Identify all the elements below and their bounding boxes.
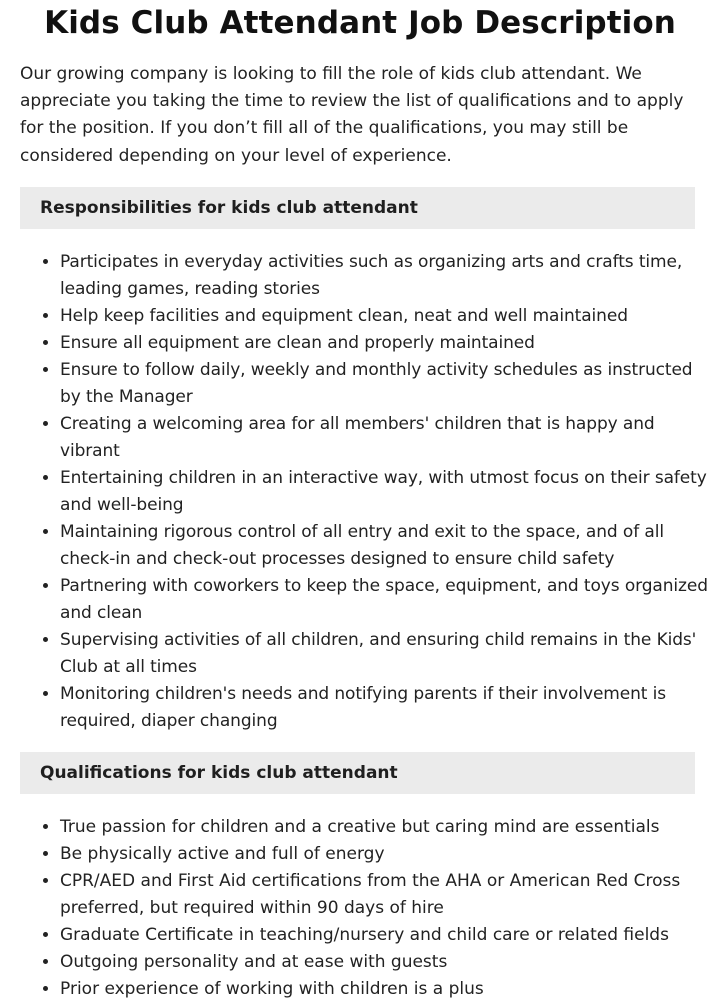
responsibilities-heading: Responsibilities for kids club attendant [20,187,695,229]
list-item: • Creating a welcoming area for all members' children that is happy and vibrant [60,411,720,465]
list-item: • Partnering with coworkers to keep the space, equipment, and toys organized and clean [60,573,720,627]
list-item: • Ensure to follow daily, weekly and monthly activity schedules as instructed by the Manager [60,357,720,411]
page-title: Kids Club Attendant Job Description [44,5,676,41]
list-item: • Entertaining children in an interactive way, with utmost focus on their safety and well-being [60,465,720,519]
list-item: • Be physically active and full of energy [60,841,720,868]
intro-paragraph: Our growing company is looking to fill the role of kids club attendant. We appreciate you taking the time to review the list of qualifications and to apply for the position. If you don’t fill all of the qualifications, you may still be considered depending on your level of experience. [20,64,684,166]
responsibilities-list [0,249,720,735]
list-item: • Supervising activities of all children, and ensuring child remains in the Kids' Club at all times [60,627,720,681]
list-item: • True passion for children and a creative but caring mind are essentials [60,814,720,841]
list-item: • Outgoing personality and at ease with guests [60,949,720,976]
list-item: • Prior experience of working with children is a plus [60,976,720,1003]
qualifications-heading: Qualifications for kids club attendant [20,752,695,794]
list-item: • Help keep facilities and equipment clean, neat and well maintained [60,303,720,330]
qualifications-list [0,814,720,1003]
list-item: • Monitoring children's needs and notifying parents if their involvement is required, diaper changing [60,681,720,735]
list-item: • Participates in everyday activities such as organizing arts and crafts time, leading games, reading stories [60,249,720,303]
list-item: • Ensure all equipment are clean and properly maintained [60,330,720,357]
list-item: • Graduate Certificate in teaching/nursery and child care or related fields [60,922,720,949]
list-item: • CPR/AED and First Aid certifications from the AHA or American Red Cross preferred, but required within 90 days of hire [60,868,720,922]
list-item: • Maintaining rigorous control of all entry and exit to the space, and of all check-in and check-out processes designed to ensure child safety [60,519,720,573]
